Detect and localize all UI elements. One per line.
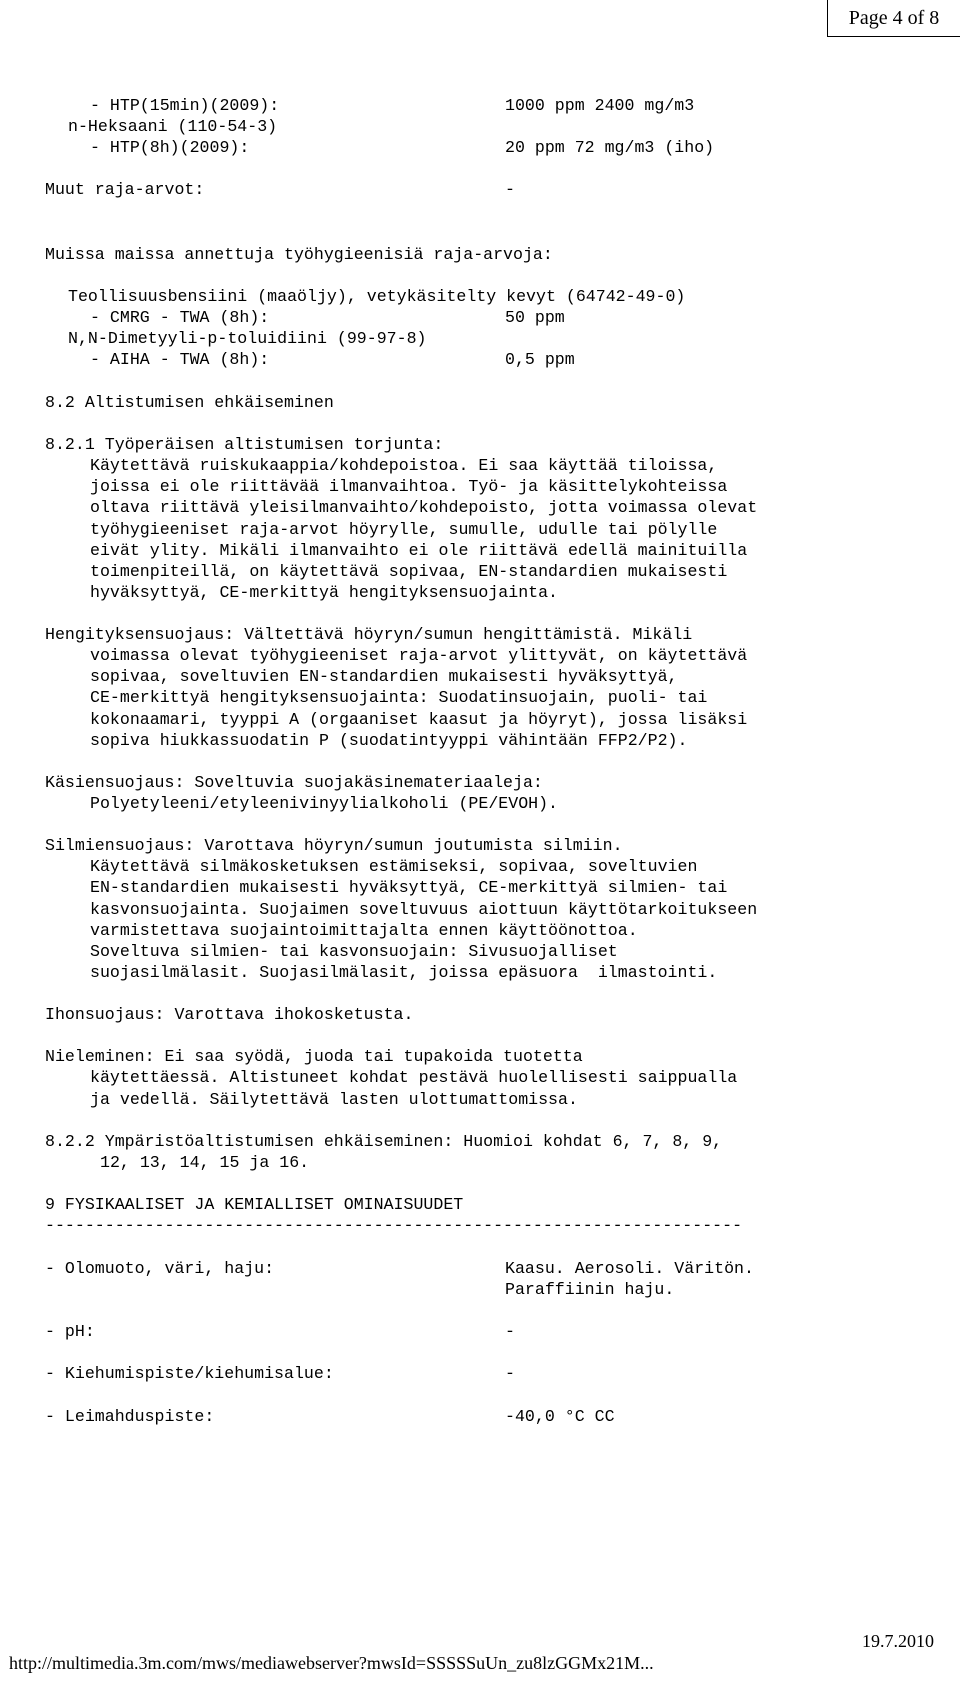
property-value: Paraffiinin haju. xyxy=(505,1280,675,1299)
text-line: 1000 ppm 2400 mg/m3 xyxy=(505,96,695,115)
text-line: oltava riittävä yleisilmanvaihto/kohdepoisto, jotta voimassa olevat xyxy=(90,498,758,517)
footer-url: http://multimedia.3m.com/mws/mediawebserver?mwsId=SSSSSuUn_zu8lzGGMx21M... xyxy=(9,1653,654,1673)
section-heading: 8.2.2 Ympäristöaltistumisen ehkäiseminen: Huomioi kohdat 6, 7, 8, 9, xyxy=(45,1132,723,1151)
divider-line: ---------------------------------------------------------------------- xyxy=(45,1216,743,1235)
text-line: Silmiensuojaus: Varottava höyryn/sumun joutumista silmiin. xyxy=(45,836,623,855)
text-line: eivät ylity. Mikäli ilmanvaihto ei ole riittävä edellä mainituilla xyxy=(90,541,748,560)
text-line: voimassa olevat työhygieeniset raja-arvot ylittyvät, on käytettävä xyxy=(90,646,748,665)
section-heading: Muissa maissa annettuja työhygieenisiä raja-arvoja: xyxy=(45,245,553,264)
section-heading: 8.2 Altistumisen ehkäiseminen xyxy=(45,393,334,412)
footer-date: 19.7.2010 xyxy=(862,1631,934,1651)
text-line: Nieleminen: Ei saa syödä, juoda tai tupakoida tuotetta xyxy=(45,1047,583,1066)
text-line: suojasilmälasit. Suojasilmälasit, joissa epäsuora ilmastointi. xyxy=(90,963,718,982)
text-line: 20 ppm 72 mg/m3 (iho) xyxy=(505,138,715,157)
text-line: Muut raja-arvot: xyxy=(45,180,205,199)
text-line: n-Heksaani (110-54-3) xyxy=(68,117,278,136)
text-line: - xyxy=(505,180,515,199)
text-line: CE-merkittyä hengityksensuojainta: Suodatinsuojain, puoli- tai xyxy=(90,688,708,707)
text-line: ja vedellä. Säilytettävä lasten ulottumattomissa. xyxy=(90,1090,578,1109)
text-line: Teollisuusbensiini (maaöljy), vetykäsitelty kevyt (64742-49-0) xyxy=(68,287,686,306)
property-value: - xyxy=(505,1364,515,1383)
text-line: sopivaa, soveltuvien EN-standardien mukaisesti hyväksyttyä, xyxy=(90,667,678,686)
text-line: N,N-Dimetyyli-p-toluidiini (99-97-8) xyxy=(68,329,427,348)
text-line: käytettäessä. Altistuneet kohdat pestävä huolellisesti saippualla xyxy=(90,1068,738,1087)
text-line: työhygieeniset raja-arvot höyrylle, sumulle, udulle tai pölylle xyxy=(90,520,718,539)
text-line: Käytettävä ruiskukaappia/kohdepoistoa. Ei saa käyttää tiloissa, xyxy=(90,456,718,475)
property-value: - xyxy=(505,1322,515,1341)
text-line: Hengityksensuojaus: Vältettävä höyryn/sumun hengittämistä. Mikäli xyxy=(45,625,693,644)
text-line: Ihonsuojaus: Varottava ihokosketusta. xyxy=(45,1005,414,1024)
text-line: kasvonsuojainta. Suojaimen soveltuvuus aiottuun käyttötarkoitukseen xyxy=(90,900,758,919)
text-line: - HTP(8h)(2009): xyxy=(90,138,250,157)
page-footer xyxy=(0,1630,960,1696)
text-line: - AIHA - TWA (8h): xyxy=(90,350,270,369)
property-label: - Kiehumispiste/kiehumisalue: xyxy=(45,1364,334,1383)
text-line: Käytettävä silmäkosketuksen estämiseksi, sopivaa, soveltuvien xyxy=(90,857,698,876)
text-line: kokonaamari, tyyppi A (orgaaniset kaasut ja höyryt), jossa lisäksi xyxy=(90,710,748,729)
section-heading: 9 FYSIKAALISET JA KEMIALLISET OMINAISUUDET xyxy=(45,1195,464,1214)
property-value: -40,0 °C CC xyxy=(505,1407,615,1426)
text-line: - HTP(15min)(2009): xyxy=(90,96,280,115)
section-heading: 8.2.1 Työperäisen altistumisen torjunta: xyxy=(45,435,444,454)
property-label: - Olomuoto, väri, haju: xyxy=(45,1259,275,1278)
text-line: sopiva hiukkassuodatin P (suodatintyyppi vähintään FFP2/P2). xyxy=(90,731,688,750)
text-line: 50 ppm xyxy=(505,308,565,327)
property-label: - pH: xyxy=(45,1322,95,1341)
text-line: Käsiensuojaus: Soveltuvia suojakäsinemateriaaleja: xyxy=(45,773,543,792)
property-value: Kaasu. Aerosoli. Väritön. xyxy=(505,1259,754,1278)
text-line: 12, 13, 14, 15 ja 16. xyxy=(100,1153,310,1172)
text-line: joissa ei ole riittävää ilmanvaihtoa. Työ- ja käsittelykohteissa xyxy=(90,477,728,496)
text-line: 0,5 ppm xyxy=(505,350,575,369)
text-line: hyväksyttyä, CE-merkittyä hengityksensuojainta. xyxy=(90,583,559,602)
text-line: EN-standardien mukaisesti hyväksyttyä, CE-merkittyä silmien- tai xyxy=(90,878,728,897)
text-line: Polyetyleeni/etyleenivinyylialkoholi (PE/EVOH). xyxy=(90,794,559,813)
property-label: - Leimahduspiste: xyxy=(45,1407,215,1426)
text-line: Soveltuva silmien- tai kasvonsuojain: Sivusuojalliset xyxy=(90,942,618,961)
text-line: - CMRG - TWA (8h): xyxy=(90,308,270,327)
page-indicator: Page 4 of 8 xyxy=(827,0,960,37)
text-line: varmistettava suojaintoimittajalta ennen käyttöönottoa. xyxy=(90,921,638,940)
text-line: toimenpiteillä, on käytettävä sopivaa, EN-standardien mukaisesti xyxy=(90,562,728,581)
